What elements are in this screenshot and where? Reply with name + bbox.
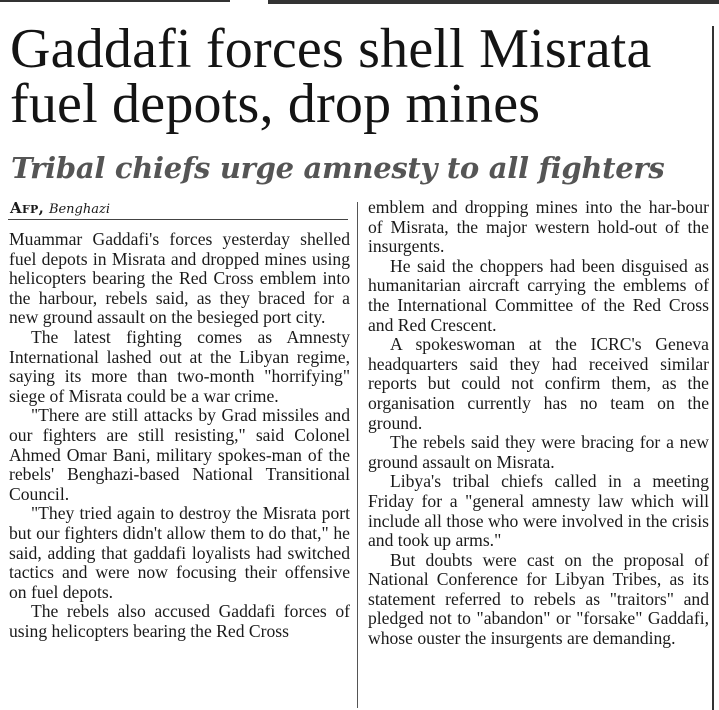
column-divider [357, 202, 358, 708]
top-rule-left [0, 0, 230, 2]
paragraph: A spokeswoman at the ICRC's Geneva headquarters said they had received similar reports but could not confirm them, as the organisation currently has no team on the ground. [368, 334, 709, 433]
article-column-2 [368, 198, 709, 649]
byline [10, 200, 350, 218]
paragraph: Libya's tribal chiefs called in a meeting Friday for a "general amnesty law which will include all those who were involved in the crisis and took up arms." [368, 471, 709, 551]
byline-agency: Afp, [10, 199, 45, 217]
paragraph: Muammar Gaddafi's forces yesterday shelled fuel depots in Misrata and dropped mines using helicopters bearing the Red Cross emblem into the harbour, rebels said, as they braced for a new ground assault on the besieged port city. [9, 229, 350, 328]
article-column-1 [9, 230, 350, 641]
byline-divider [8, 219, 348, 220]
paragraph: The latest fighting comes as Amnesty International lashed out at the Libyan regime, saying its more than two-month "horrifying" siege of Misrata could be a war crime. [9, 326, 350, 406]
page-edge-rule [712, 26, 714, 710]
paragraph: "There are still attacks by Grad missiles and our fighters are still resisting," said Colonel Ahmed Omar Bani, military spokes-man of the rebels' Benghazi-based National Transitional Council. [9, 405, 350, 504]
paragraph: The rebels said they were bracing for a new ground assault on Misrata. [368, 432, 709, 472]
paragraph: He said the choppers had been disguised as humanitarian aircraft carrying the emblems of the International Committee of the Red Cross and Red Crescent. [368, 255, 709, 335]
paragraph: emblem and dropping mines into the har-bour of Misrata, the major western hold-out of the insurgents. [368, 197, 709, 257]
subheadline: Tribal chiefs urge amnesty to all fighters [11, 151, 665, 185]
headline: Gaddafi forces shell Misrata fuel depots, drop mines [10, 18, 652, 135]
paragraph: But doubts were cast on the proposal of National Conference for Libyan Tribes, as its statement referred to rebels as "traitors" and pledged not to "abandon" or "forsake" Gaddafi, whose ouster the insurgents are demanding. [368, 549, 709, 649]
paragraph: "They tried again to destroy the Misrata port but our fighters didn't allow them to do that," he said, adding that gaddafi loyalists had switched tactics and were now focusing their offensive on fuel depots. [9, 503, 350, 602]
top-rule-right [268, 0, 719, 4]
paragraph: The rebels also accused Gaddafi forces of using helicopters bearing the Red Cross [9, 601, 350, 641]
byline-location: Benghazi [48, 202, 111, 217]
